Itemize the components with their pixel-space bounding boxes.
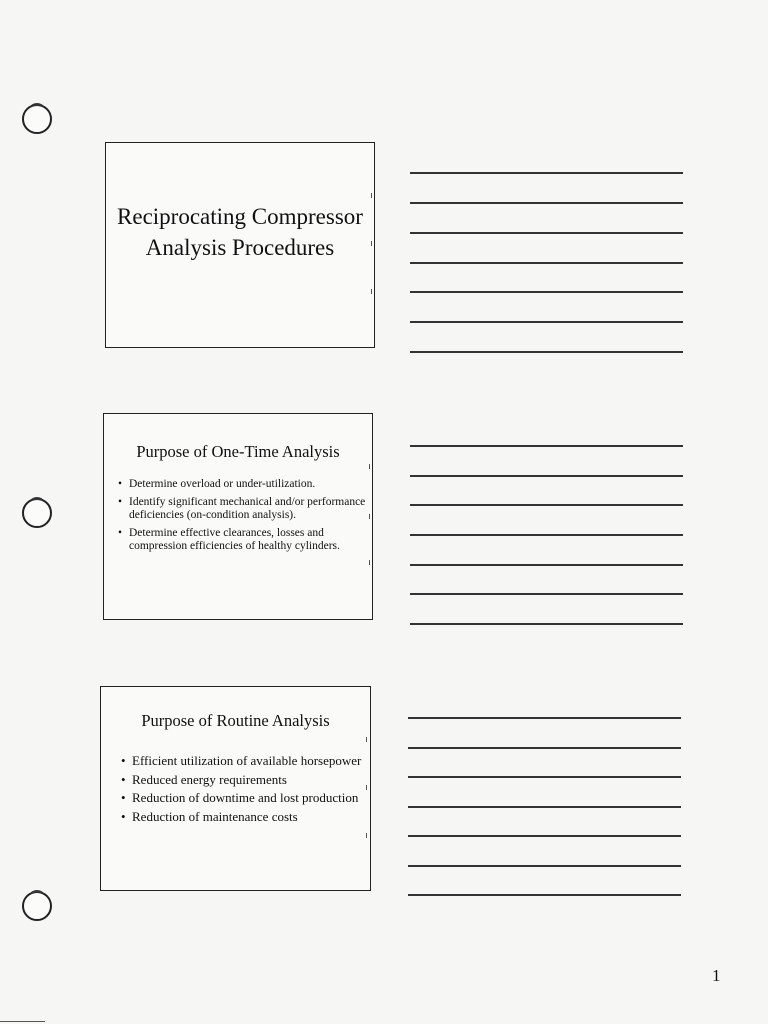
bullet-item: • Reduced energy requirements [121,772,366,788]
note-line [410,445,683,447]
slide-1-title: Reciprocating Compressor Analysis Procedures [117,204,363,260]
note-line [410,262,683,264]
page-number: 1 [712,966,721,985]
punch-hole-middle [22,498,52,528]
slide-marker [368,289,372,294]
note-line [410,623,683,625]
note-line [410,593,683,595]
slide-3-bullets [121,753,366,827]
bullet-item: • Reduction of maintenance costs [121,809,366,825]
note-line [410,534,683,536]
bullet-item: • Determine effective clearances, losses and compression efficiencies of healthy cylinders. [118,527,366,554]
note-line [408,894,681,896]
note-line [410,504,683,506]
slide-marker [368,241,372,246]
note-line [408,717,681,719]
slide-marker [363,833,367,838]
punch-hole-top [22,104,52,134]
slide-marker [366,514,370,519]
slide-marker [368,193,372,198]
slide-marker [366,464,370,469]
note-line [410,475,683,477]
bullet-item: • Determine overload or under-utilization. [118,478,366,492]
slide-2 [103,413,373,620]
slide-1 [105,142,375,348]
note-line [410,321,683,323]
slide-2-title: Purpose of One-Time Analysis [136,442,340,461]
slide-marker [366,560,370,565]
note-line [410,172,683,174]
note-line [408,776,681,778]
bullet-item: • Identify significant mechanical and/or performance deficiencies (on-condition analysis). [118,496,366,523]
note-line [410,202,683,204]
note-line [410,232,683,234]
bullet-item: • Efficient utilization of available horsepower [121,753,366,769]
note-line [410,564,683,566]
punch-hole-bottom [22,891,52,921]
note-line [410,291,683,293]
scan-edge-line [0,1021,45,1022]
note-line [408,806,681,808]
slide-marker [363,785,367,790]
note-line [408,835,681,837]
bullet-item: • Reduction of downtime and lost production [121,790,366,806]
note-line [408,747,681,749]
slide-3 [100,686,371,891]
note-line [408,865,681,867]
slide-2-bullets [118,478,366,558]
note-line [410,351,683,353]
slide-marker [363,737,367,742]
slide-3-title: Purpose of Routine Analysis [141,711,330,730]
